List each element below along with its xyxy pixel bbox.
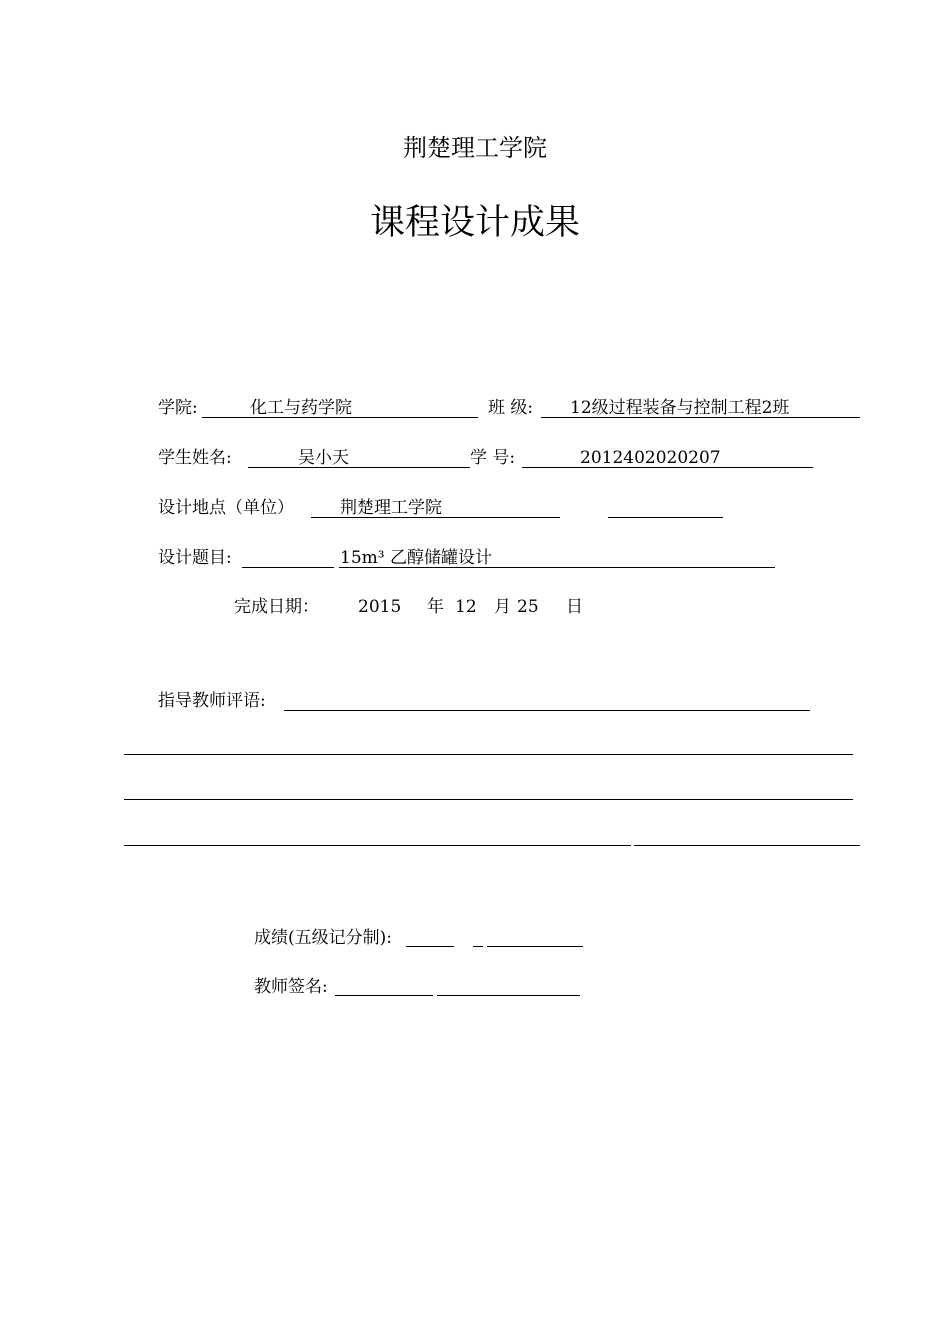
class-label: 班 级: [488, 398, 534, 418]
comment-line-3c [634, 845, 718, 846]
design-location-underline-2 [608, 517, 723, 518]
design-topic-value: 15m³ 乙醇储罐设计 [340, 548, 492, 568]
comment-underline-3 [570, 710, 810, 711]
day-unit: 日 [566, 597, 583, 617]
design-topic-underline-1 [242, 567, 334, 568]
student-id-label: 学 号: [470, 448, 516, 468]
grade-underline-2 [473, 946, 483, 947]
design-topic-label: 设计题目: [158, 548, 232, 568]
comment-line-1 [124, 754, 853, 755]
year-unit: 年 [427, 597, 444, 617]
student-id-value: 2012402020207 [580, 448, 721, 468]
school-name: 荆楚理工学院 [403, 134, 547, 162]
design-location-label: 设计地点（单位） [158, 498, 294, 518]
comment-line-2 [124, 799, 853, 800]
month-unit: 月 [494, 597, 511, 617]
college-value: 化工与药学院 [250, 398, 352, 418]
completion-year: 2015 [358, 597, 402, 617]
comment-line-3b [594, 845, 631, 846]
grade-label: 成绩(五级记分制): [254, 928, 392, 948]
comment-underline-2 [416, 710, 570, 711]
teacher-signature-label: 教师签名: [254, 977, 328, 997]
grade-underline-1 [406, 946, 454, 947]
comment-line-3a [124, 845, 594, 846]
completion-month: 12 [455, 597, 477, 617]
completion-day: 25 [517, 597, 539, 617]
design-location-value: 荆楚理工学院 [340, 498, 442, 518]
college-label: 学院: [158, 398, 198, 418]
comment-underline-1 [284, 710, 416, 711]
student-name-value: 吴小天 [298, 448, 349, 468]
signature-underline-2 [437, 995, 580, 996]
instructor-comment-label: 指导教师评语: [158, 691, 266, 711]
comment-line-3d [718, 845, 860, 846]
student-name-underline [248, 467, 470, 468]
document-title: 课程设计成果 [369, 203, 580, 243]
class-value: 12级过程装备与控制工程2班 [570, 398, 790, 418]
student-name-label: 学生姓名: [158, 448, 232, 468]
completion-date-label: 完成日期： [234, 597, 319, 617]
grade-underline-3 [487, 946, 583, 947]
signature-underline-1 [335, 995, 433, 996]
